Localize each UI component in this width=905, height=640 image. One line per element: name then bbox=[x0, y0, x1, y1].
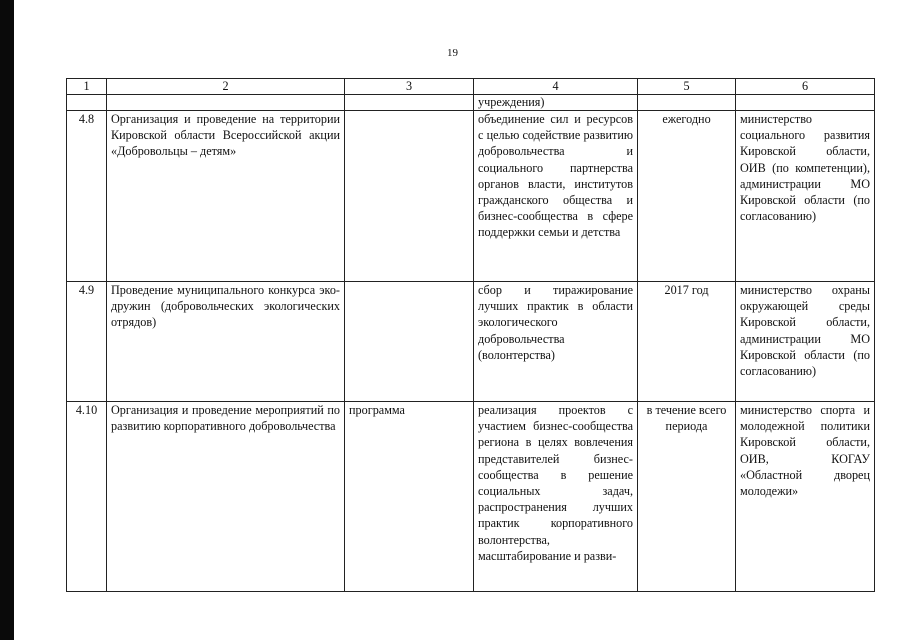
goal-cell: объединение сил и ресурсов с целью содействие развитию добровольчества и социального партнерства органов власти, институтов гражданского общества и бизнес-сообщества в сфере поддержки семьи и детства bbox=[474, 111, 638, 282]
goal-cell: сбор и тиражирование лучших практик в области экологического добровольчества (волонтерства) bbox=[474, 282, 638, 402]
row-number: 4.9 bbox=[67, 282, 107, 402]
table-row bbox=[67, 402, 875, 592]
period-cell: 2017 год bbox=[638, 282, 736, 402]
row-number: 4.10 bbox=[67, 402, 107, 592]
form-cell bbox=[345, 282, 474, 402]
table-row bbox=[67, 111, 875, 282]
scan-edge bbox=[0, 0, 14, 640]
event-cell: Организация и проведение мероприятий по развитию корпоративного добровольчества bbox=[107, 402, 345, 592]
header-cell: 1 bbox=[67, 79, 107, 95]
event-cell: Организация и проведение на территории Кировской области Всероссийской акции «Добровольцы – детям» bbox=[107, 111, 345, 282]
goal-cell: учреждения) bbox=[474, 95, 638, 111]
header-cell: 5 bbox=[638, 79, 736, 95]
row-number: 4.8 bbox=[67, 111, 107, 282]
period-cell: ежегодно bbox=[638, 111, 736, 282]
header-cell: 2 bbox=[107, 79, 345, 95]
table-row bbox=[67, 282, 875, 402]
plan-table bbox=[66, 78, 875, 592]
header-cell: 3 bbox=[345, 79, 474, 95]
event-cell: Проведение муниципального конкурса эко-дружин (добровольческих экологических отрядов) bbox=[107, 282, 345, 402]
table-header-row bbox=[67, 79, 875, 95]
header-cell: 4 bbox=[474, 79, 638, 95]
header-cell: 6 bbox=[736, 79, 875, 95]
executor-cell: министерство охраны окружающей среды Кировской области, администрации МО Кировской области (по согласованию) bbox=[736, 282, 875, 402]
period-cell: в течение всего периода bbox=[638, 402, 736, 592]
form-cell: программа bbox=[345, 402, 474, 592]
goal-cell: реализация проектов с участием бизнес-сообщества региона в целях вовлечения представителей бизнес-сообщества в решение социальных задач, распространения лучших практик корпоративного волонтерства, масштабирование и разви- bbox=[474, 402, 638, 592]
continuation-row bbox=[67, 95, 875, 111]
executor-cell: министерство социального развития Кировской области, ОИВ (по компетенции), администрации МО Кировской области (по согласованию) bbox=[736, 111, 875, 282]
page-number: 19 bbox=[447, 47, 458, 59]
executor-cell: министерство спорта и молодежной политики Кировской области, ОИВ, КОГАУ «Областной дворец молодежи» bbox=[736, 402, 875, 592]
form-cell bbox=[345, 111, 474, 282]
